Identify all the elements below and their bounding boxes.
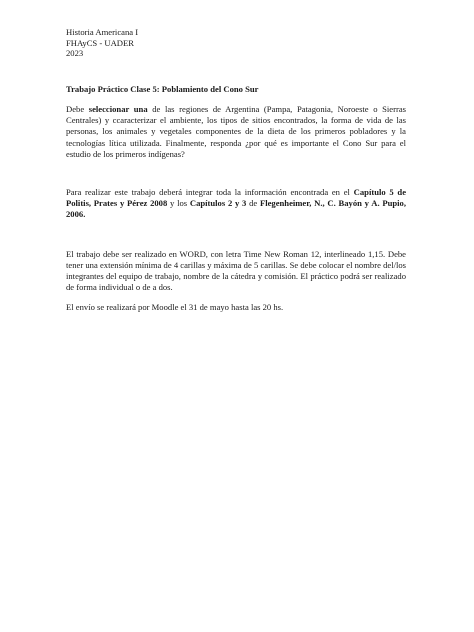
- course-name: Historia Americana I: [66, 27, 139, 37]
- text-run: Para realizar este trabajo deberá integrar toda la información encontrada en el: [66, 187, 354, 197]
- assignment-title: Trabajo Práctico Clase 5: Poblamiento del Cono Sur: [66, 83, 259, 94]
- sources-paragraph: [66, 187, 406, 221]
- deadline-paragraph: El envío se realizará por Moodle el 31 de mayo hasta las 20 hs.: [66, 302, 284, 313]
- bold-run: seleccionar una: [88, 103, 148, 114]
- text-run: de: [246, 198, 260, 209]
- text-run: Debe: [66, 103, 89, 114]
- text-run: de las regiones de Argentina (Pampa, Patagonia, Noroeste o Sierras Centrales) y ccaracterizar el ambiente, los tipos de sitios encontrados, la forma de vida de las personas, los animales y vegetales componentes de la dieta de los primeros pobladores y la tecnologías lítica utilizada. Finalmente, responda ¿por qué es importante el Cono Sur para el estudio de los primeros indígenas?: [66, 103, 407, 159]
- instructions-paragraph: [66, 104, 406, 160]
- bold-run: Capítulos 2 y 3: [189, 198, 247, 209]
- format-paragraph: El trabajo debe ser realizado en WORD, con letra Time New Roman 12, interlineado 1,15. Debe tener una extensión mínima de 4 carillas y máxima de 5 carillas. Se debe colocar el nombre del/los integrantes del equipo de trabajo, nombre de la cátedra y comisión. El práctico podrá ser realizado de forma individual o de a dos.: [66, 248, 406, 293]
- document-body: [66, 27, 406, 314]
- year: 2023: [66, 48, 84, 59]
- institution: FHAyCS - UADER: [66, 37, 134, 48]
- text-run: y los: [167, 198, 190, 209]
- bold-run: Capítulo 5 de Politis, Prates y Pérez 2008: [66, 187, 407, 209]
- bold-run: Flegenheimer, N., C. Bayón y A. Pupio, 2006.: [66, 198, 406, 220]
